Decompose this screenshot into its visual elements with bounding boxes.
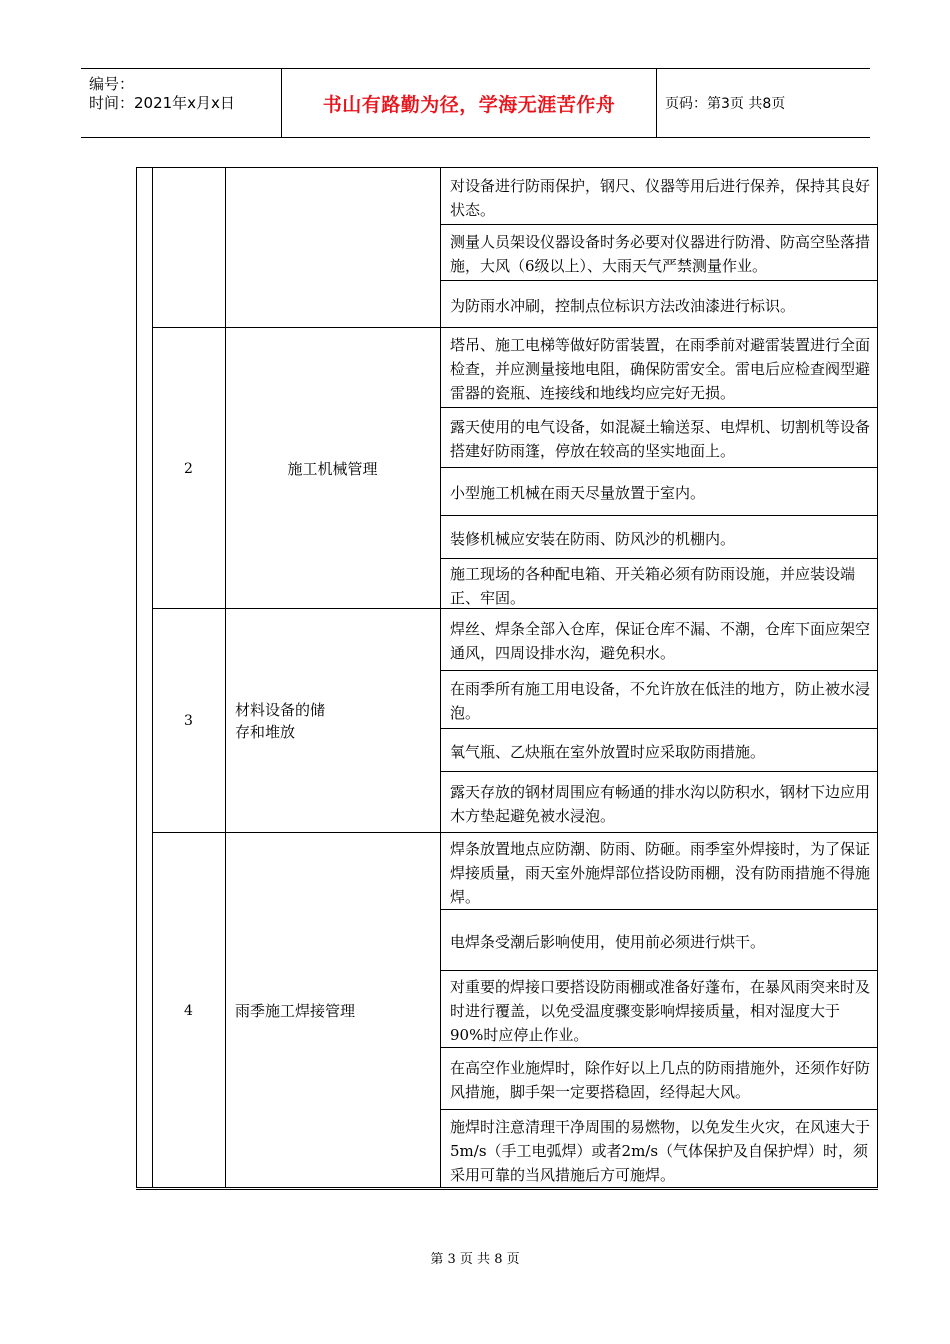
row-text: 露天使用的电气设备，如混凝土输送泵、电焊机、切割机等设备搭建好防雨篷，停放在较高的坚实地面上。 [450,418,871,460]
document-number-label: 编号： [89,75,135,93]
group-number: 3 [184,713,193,729]
group-name [225,609,440,833]
group-number: 2 [184,460,193,477]
measures-table [136,167,878,1188]
page-header [81,68,870,138]
row-text: 施焊时注意清理干净周围的易燃物，以免发生火灾，在风速大于5m/s（手工电弧焊）或者2m/s（气体保护及自保护焊）时，须采用可靠的当风措施后方可施焊。 [450,1117,871,1184]
table-row [440,1109,877,1188]
table-row [440,515,877,558]
table-row [440,558,877,609]
row-text: 施工现场的各种配电箱、开关箱必须有防雨设施，并应装设端正、牢固。 [450,564,856,607]
row-text: 露天存放的钢材周围应有畅通的排水沟以防积水，钢材下边应用木方垫起避免被水浸泡。 [450,783,871,825]
table-row [440,670,877,728]
group-name: 施工机械管理 [287,459,378,478]
table-row [440,168,877,224]
table-bottom-rule [136,1189,878,1190]
header-meta [89,75,235,113]
table-group [152,832,877,1188]
table-row [440,407,877,467]
table-row [440,909,877,970]
group-name-text: 材料设备的储存和堆放 [235,701,326,741]
group-name: 雨季施工焊接管理 [235,1001,356,1020]
table-row [440,1047,877,1109]
row-text: 氧气瓶、乙炔瓶在室外放置时应采取防雨措施。 [450,742,766,761]
table-row [440,970,877,1047]
table-row [440,609,877,670]
group-name [225,168,440,327]
table-row [440,467,877,515]
row-text: 为防雨水冲刷，控制点位标识方法改油漆进行标识。 [450,296,796,315]
table-row [440,771,877,833]
row-text: 测量人员架设仪器设备时务必要对仪器进行防滑、防高空坠落措施，大风（6级以上）、大雨天气严禁测量作业。 [450,233,871,275]
group-number [152,168,225,327]
row-text: 对设备进行防雨保护，钢尺、仪器等用后进行保养，保持其良好状态。 [450,176,871,219]
row-text: 小型施工机械在雨天尽量放置于室内。 [450,484,706,502]
table-row [440,728,877,771]
table-group [152,608,877,833]
row-text: 焊条放置地点应防潮、防雨、防砸。雨季室外焊接时，为了保证焊接质量，雨天室外施焊部位搭设防雨棚，没有防雨措施不得施焊。 [450,839,871,906]
page-footer: 第 3 页 共 8 页 [430,1252,520,1267]
group-number: 4 [184,1002,193,1019]
row-text: 电焊条受潮后影响使用，使用前必须进行烘干。 [450,932,766,951]
row-text: 装修机械应安装在防雨、防风沙的机棚内。 [450,529,736,548]
row-text: 在雨季所有施工用电设备，不允许放在低洼的地方，防止被水浸泡。 [450,680,871,722]
row-text: 焊丝、焊条全部入仓库，保证仓库不漏、不潮，仓库下面应架空通风，四周设排水沟，避免积水。 [450,620,871,662]
row-text: 对重要的焊接口要搭设防雨棚或准备好蓬布，在暴风雨突来时及时进行覆盖，以免受温度骤变影响焊接质量，相对湿度大于90%时应停止作业。 [450,977,871,1044]
table-row [440,328,877,407]
table-row [440,280,877,327]
row-text: 塔吊、施工电梯等做好防雷装置，在雨季前对避雷装置进行全面检查，并应测量接地电阻，确保防雷安全。雷电后应检查阀型避雷器的瓷瓶、连接线和地线均应完好无损。 [450,336,871,402]
table-row [440,833,877,909]
row-text: 在高空作业施焊时，除作好以上几点的防雨措施外，还须作好防风措施，脚手架一定要搭稳固，经得起大风。 [450,1059,871,1101]
document-time-label: 时间：2021年x月x日 [89,94,235,112]
table-row [440,224,877,280]
table-group [152,168,877,327]
table-group [152,327,877,609]
header-page-info: 页码：第3页 共8页 [665,96,786,112]
header-divider [656,69,657,137]
header-motto: 书山有路勤为径，学海无涯苦作舟 [322,93,616,116]
